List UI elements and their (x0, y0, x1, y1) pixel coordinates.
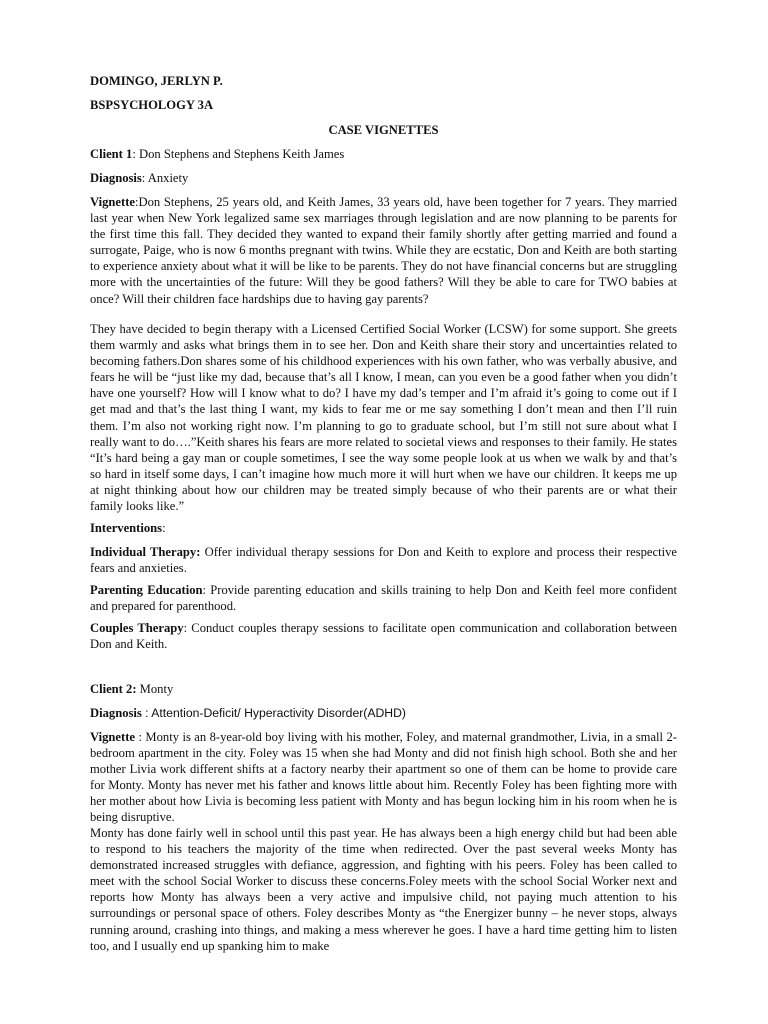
intervention-item: Individual Therapy: Offer individual therapy sessions for Don and Keith to explore and process their respective fears and anxieties. (90, 545, 677, 576)
client2-paragraph2: Monty has done fairly well in school until this past year. He has always been a high energy child but had been able to respond to his teachers the majority of the time when redirected. Over the past several weeks Monty has demonstrated increased struggles with defiance, aggression, and fighting with his peers. Foley has been called to meet with the school Social Worker to discuss these concerns.Foley meets with the school Social Worker next and reports how Monty has always been a very active and impulsive child, not paying much attention to his surroundings or personal space of others. Foley describes Monty as “the Energizer bunny – he never stops, always running around, crashing into things, and making a mess wherever he goes. I have a hard time getting him to listen too, and I usually end up spanking him to make (90, 826, 677, 953)
client1-diagnosis: Diagnosis: Anxiety (90, 171, 189, 185)
document-title: CASE VIGNETTES (328, 123, 439, 137)
client2-diagnosis: Diagnosis : Attention-Deficit/ Hyperactivity Disorder(ADHD) (90, 706, 406, 720)
course-label: BSPSYCHOLOGY 3A (90, 98, 214, 112)
client1-interventions-heading: Interventions: (90, 521, 166, 535)
intervention-item: Couples Therapy: Conduct couples therapy sessions to facilitate open communication and collaboration between Don and Keith. (90, 621, 677, 652)
client1-heading: Client 1: Don Stephens and Stephens Keith James (90, 147, 345, 161)
client2-heading: Client 2: Monty (90, 682, 174, 696)
client1-paragraph2: They have decided to begin therapy with a Licensed Certified Social Worker (LCSW) for some support. She greets them warmly and asks what brings them in to see her. Don and Keith share their story and uncertainties related to becoming fathers.Don shares some of his childhood experiences with his own father, who was verbally abusive, and fears he will be “just like my dad, because that’s all I know, I mean, can you even be a good father when you didn’t have one yourself? How will I know what to do? I have my dad’s temper and I’m afraid it’s going to come out if I get mad and that’s the last thing I want, my kids to fear me or me say something I don’t mean and then I’ll ruin them. I’m also not working right now. I’m planning to go to graduate school, but I’m still not sure about what I really want to do….”Keith shares his fears are more related to societal views and responses to their family. He states “It’s hard being a gay man or couple sometimes, I see the way some people look at us when we walk by and that’s so hard in itself some days, I can’t imagine how much more it will hurt when we have our children. It keeps me up at night thinking about how our children may be treated simply because of who their parents are or what their family looks like.” (90, 322, 677, 514)
student-name: DOMINGO, JERLYN P. (90, 74, 223, 88)
intervention-item: Parenting Education: Provide parenting education and skills training to help Don and Keith feel more confident and prepared for parenthood. (90, 583, 677, 614)
client1-vignette: Vignette:Don Stephens, 25 years old, and Keith James, 33 years old, have been together for 7 years. They married last year when New York legalized same sex marriages through legislation and are now planning to be parents for the first time this fall. They decided they wanted to expand their family shortly after getting married and found a surrogate, Paige, who is now 6 months pregnant with twins. While they are ecstatic, Don and Keith are both starting to experience anxiety about what it will be like to be parents. They do not have financial concerns but are struggling more with the uncertainties of the future: Will they be good fathers? Will they be able to care for TWO babies at once? Will their children face hardships due to having gay parents? (90, 195, 677, 306)
client2-vignette: Vignette : Monty is an 8-year-old boy living with his mother, Foley, and maternal grandmother, Livia, in a small 2-bedroom apartment in the city. Foley was 15 when she had Monty and did not finish high school. Both she and her mother Livia work different shifts at a factory nearby their apartment so one of them can be home to provide care for Monty. Monty has never met his father and knows little about him. Recently Foley has been fighting more with her mother about how Livia is becoming less patient with Monty and has begun locking him in his room when he is being disruptive. (90, 730, 677, 825)
